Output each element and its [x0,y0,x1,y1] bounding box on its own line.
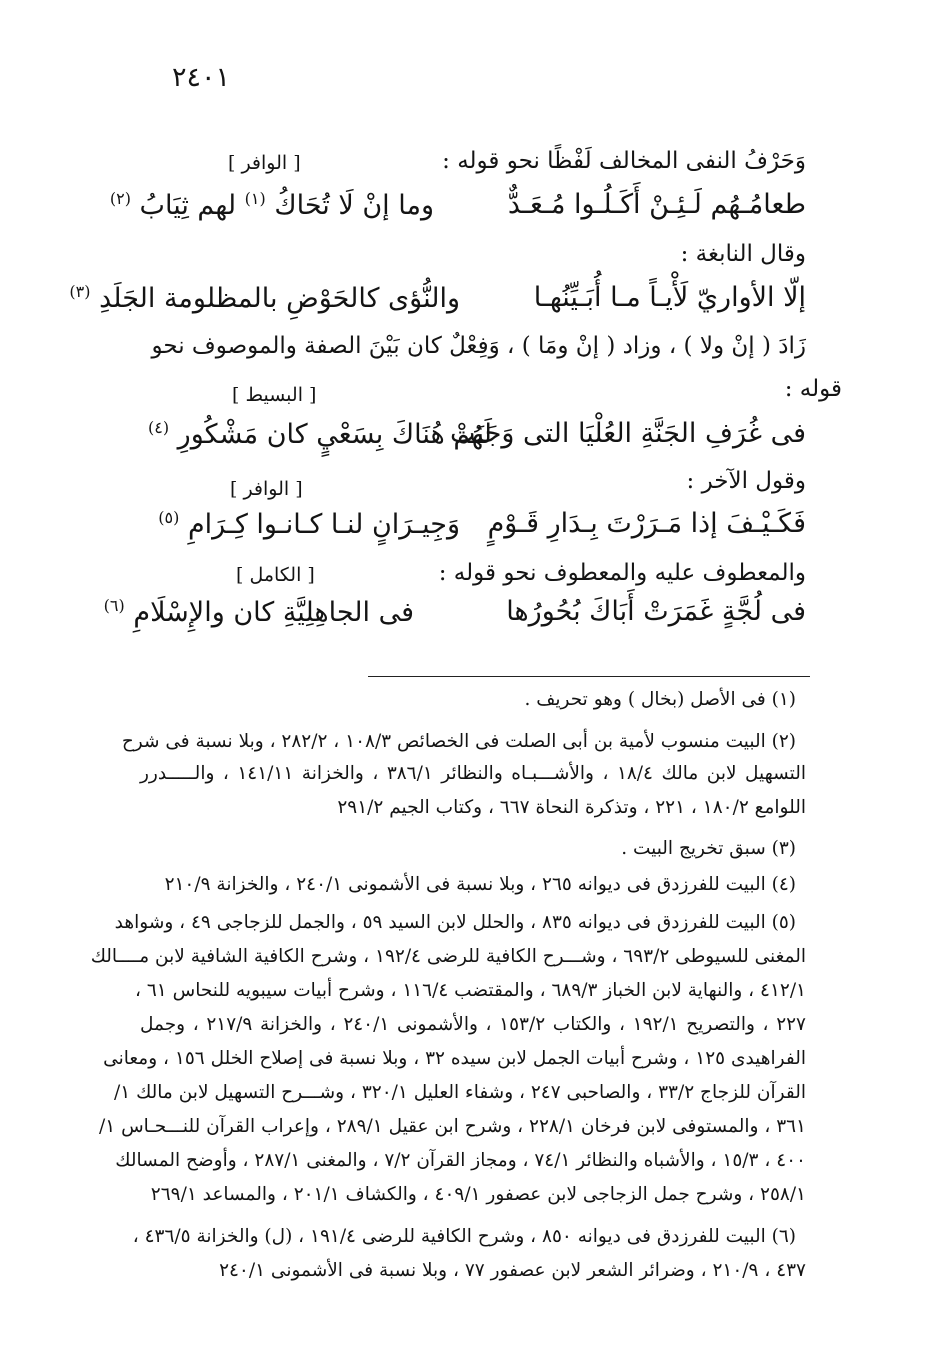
footnote-continuation: التسهيل لابن مالك ١٨/٤ ، والأشـــبـاه والنظائر ٣٨٦/١ ، والخزانة ١٤١/١١ ، والـــــدرر [140,763,807,784]
verse-text: لهم ثِيَابُ [139,190,237,221]
footnote: (٥) البيت للفرزدق فى ديوانه ٨٣٥ ، والحلل لابن السيد ٥٩ ، والجمل للزجاجى ٤٩ ، وشواهد [114,912,796,933]
footnote: (٤) البيت للفرزدق فى ديوانه ٢٦٥ ، وبلا نسبة فى الأشمونى ٢٤٠/١ ، والخزانة ٢١٠/٩ [164,874,796,895]
meter-label: [ الوافر ] [230,478,303,500]
footnote-continuation: ٤١٢/١ ، والنهاية لابن الخباز ٦٨٩/٣ ، والمقتضب ١١٦/٤ ، وشرح أبيات سيبويه للنحاس ٦١ ، [135,980,806,1001]
verse-second-hemistich [148,418,492,450]
footnote-ref: (٥) [158,508,180,527]
footnote-continuation: ٢٢٧ ، والتصريح ١٩٢/١ ، والكتاب ١٥٣/٢ ، والأشمونى ٢٤٠/١ ، والخزانة ٢١٧/٩ ، وجمل [140,1014,806,1035]
footnote-ref: (١) [244,189,266,208]
footnote-continuation: ٣٦١ ، والمستوفى لابن فرخان ٢٢٨/١ ، وشرح ابن عقيل ٢٨٩/١ ، وإعراب القرآن للنـــحـاس ١/ [99,1116,806,1137]
verse-second-hemistich [69,282,460,314]
verse-second-hemistich [158,508,460,540]
verse-first-hemistich: فى غُرَفِ الجَنَّةِ العُلْيَا التى وَجَبَتْ [450,418,806,449]
meter-label: [ الوافر ] [228,152,301,174]
footnote-ref: (٣) [69,282,91,301]
footnote-continuation: ٤٠٠ ، ١٥/٣ ، والأشباه والنظائر ٧٤/١ ، ومجاز القرآن ٧/٢ ، والمغنى ٢٨٧/١ ، وأوضح المسالك [115,1150,806,1171]
meter-label: [ البسيط ] [232,384,317,406]
body-line: قوله : [784,376,842,402]
body-line: وقال النابغة : [680,241,806,267]
footnote-continuation: ٤٣٧ ، ٢١٠/٩ ، وضرائر الشعر لابن عصفور ٧٧ ، وبلا نسبة فى الأشمونى ٢٤٠/١ [219,1260,806,1281]
body-line: وقول الآخر : [686,468,806,494]
body-line: وَحَرْفُ النفى المخالف لَفْظًا نحو قوله : [442,148,806,174]
footnote-ref: (٦) [103,596,125,615]
footnote-continuation: المغنى للسيوطى ٦٩٣/٢ ، وشـــرح الكافية للرضى ١٩٢/٤ ، وشرح الكافية الشافية لابن مــــالك [90,946,806,967]
page-number: ٢٤٠١ [172,62,231,93]
footnote-divider [368,676,810,677]
verse-first-hemistich: إلّا الأواريّ لَأْيـاً مـا أُبَـيِّنُهـا [533,282,806,313]
footnote: (٣) سبق تخريج البيت . [621,838,796,859]
footnote-ref: (٢) [109,189,131,208]
body-line: زَادَ ( إنْ ولا ) ، وزاد ( إنْ ومَا ) ، وَفِعْلٌ كان بَيْنَ الصفة والموصوف نحو [151,333,806,359]
verse-text: والنُّؤى كالحَوْضِ بالمظلومة الجَلَدِ [99,283,460,314]
footnote: (٦) البيت للفرزدق فى ديوانه ٨٥٠ ، وشرح الكافية للرضى ١٩١/٤ ، (ل) والخزانة ٤٣٦/٥ ، [132,1226,796,1247]
verse-second-hemistich [110,189,434,221]
body-line: والمعطوف عليه والمعطوف نحو قوله : [438,560,806,586]
verse-first-hemistich: فى لُجَّةٍ غَمَرَتْ أَبَاكَ بُحُورُها [506,596,806,627]
footnote-continuation: اللوامع ١٨٠/٢ ، ٢٢١ ، وتذكرة النحاة ٦٦٧ ، وكتاب الجيم ٢٩١/٢ [337,797,806,818]
verse-text: وما إنْ لَا تُحَاكُ [274,190,434,221]
footnote-continuation: ٢٥٨/١ ، وشرح جمل الزجاجى لابن عصفور ٤٠٩/١ ، والكشاف ٢٠١/١ ، والمساعد ٢٦٩/١ [150,1184,806,1205]
footnote: (١) فى الأصل (بخال ) وهو تحريف . [524,689,796,710]
footnote: (٢) البيت منسوب لأمية بن أبى الصلت فى الخصائص ١٠٨/٣ ، ٢٨٢/٢ ، وبلا نسبة فى شرح [121,731,796,752]
verse-first-hemistich: فَكَـيْـفَ إذا مَـرَرْتَ بِـدَارِ قَـوْمٍ [487,508,806,539]
footnote-continuation: الفراهيدى ١٢٥ ، وشرح أبيات الجمل لابن سيده ٣٢ ، وبلا نسبة فى إصلاح الخلل ١٥٦ ، ومعانى [103,1048,806,1069]
verse-second-hemistich [104,596,414,628]
verse-text: فى الجاهِلِيَّةِ كان والإِسْلَامِ [133,597,414,628]
meter-label: [ الكامل ] [236,564,315,586]
verse-first-hemistich: طعامُـهُم لَـئِـنْ أَكَـلُـوا مُـعَـدٌّ [507,189,806,220]
footnote-continuation: القرآن للزجاج ٣٣/٢ ، والصاحبى ٢٤٧ ، وشفاء العليل ٣٢٠/١ ، وشـــرح التسهيل لابن مالك ١/ [114,1082,806,1103]
footnote-ref: (٤) [147,418,170,437]
verse-text: وَجِيـرَانٍ لنـا كـانـوا كِـرَامِ [187,509,460,540]
verse-text: لَهُم هُنَاكَ بِسَعْيٍ كان مَشْكُورِ [177,419,492,450]
